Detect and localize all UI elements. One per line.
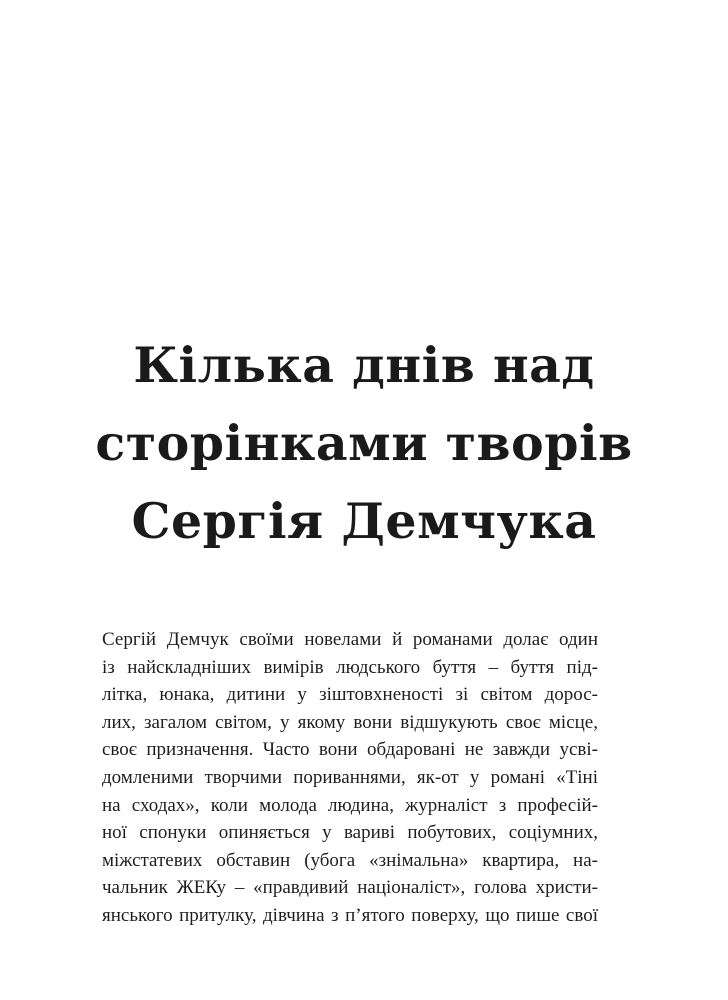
chapter-title-line: Кілька днів над — [133, 336, 595, 394]
body-line: літка, юнака, дитини у зіштовхненості зі світом дорос- — [102, 684, 598, 706]
body-line: лих, загалом світом, у якому вони відшукують своє місце, — [102, 711, 598, 733]
body-line: домленими творчими пориваннями, як-от у романі «Тіні — [102, 766, 598, 788]
chapter-title — [60, 326, 668, 560]
body-line: ної спонуки опиняється у вариві побутових, соціумних, — [102, 822, 598, 844]
chapter-title-line: Сергія Демчука — [131, 492, 597, 550]
chapter-title-line: сторінками творів — [95, 414, 633, 472]
body-line: янського притулку, дівчина з п’ятого поверху, що пише свої — [102, 904, 598, 926]
body-line: своє призначення. Часто вони обдаровані не завжди усві- — [102, 739, 598, 761]
body-line: із найскладніших вимірів людського буття – буття під- — [102, 656, 598, 678]
body-line: на сходах», коли молода людина, журналіст з професій- — [102, 794, 598, 816]
body-line: міжстатевих обставин (убога «знімальна» квартира, на- — [102, 849, 598, 871]
body-paragraph — [102, 626, 598, 930]
body-line: чальник ЖЕКу – «правдивий націоналіст», голова христи- — [102, 877, 598, 899]
body-line: Сергій Демчук своїми новелами й романами долає один — [102, 629, 598, 650]
